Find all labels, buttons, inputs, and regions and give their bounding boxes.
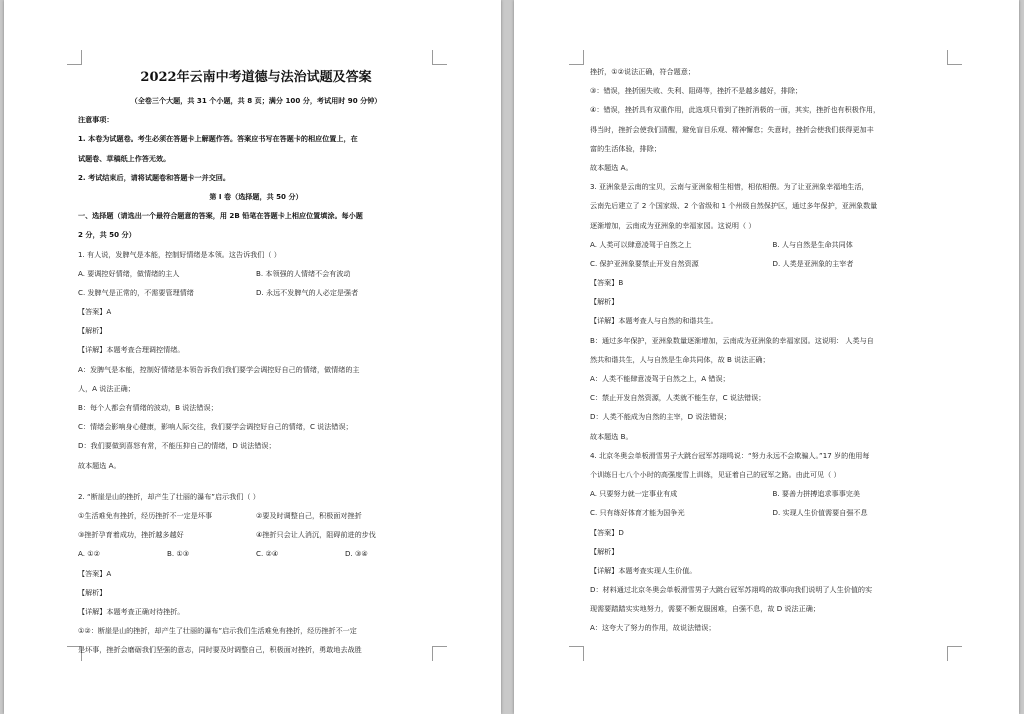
answer-label: 【答案】A [78,307,112,317]
explanation-line: ④：错误，挫折具有双重作用，此选项只看到了挫折消极的一面，其实，挫折也有积极作用， [590,105,881,115]
explanation-line: C：情绪会影响身心健康，影响人际交往，我们要学会调控好自己的情绪，C 说法错误； [78,422,353,432]
explanation-line: ①②：断崖是山的挫折，却产生了壮丽的瀑布”启示我们生活难免有挫折，经历挫折不一定 [78,626,357,636]
choice-c: C. ②④ [256,549,279,559]
option-c: C. 只有练好体育才能为国争光 [590,508,685,518]
explanation-line: 是坏事，挫折会磨砺我们坚强的意志，同时要及时调整自己，积极面对挫折，勇敢地去战胜 [78,645,362,655]
statement-1: ①生活难免有挫折，经历挫折不一定是坏事 [78,510,213,520]
option-d: D. 人类是亚洲象的主宰者 [772,258,854,268]
question-4-stem-cont: 个训练日七八个小时的高强度雪上训练，见证着自己的冠军之路。由此可见（ ） [590,469,841,479]
statement-4: ④挫折只会让人消沉，阻碍前进的步伐 [256,530,376,540]
option-a: A. 只要努力就一定事业有成 [590,489,678,499]
question-4-stem: 4. 北京冬奥会单板滑雪男子大跳台冠军苏翊鸣说：“努力永远不会欺骗人。”17 岁的他用每 [590,450,870,460]
question-2-statements [78,525,434,544]
explanation-line: 现需要踏踏实实地努力，需要不断克服困难，自强不息，故 D 说法正确； [590,604,820,614]
section-title: 第 I 卷（选择题，共 50 分） [209,191,303,201]
detail-explanation: 【详解】本题考查正确对待挫折。 [78,606,185,616]
explanation-line: 挫折，①②说法正确，符合题意； [590,67,695,76]
option-d: D. 实现人生价值需要自强不息 [772,508,868,518]
document-title: 2022年云南中考道德与法治试题及答案 [140,70,372,85]
explanation-line: D：我们要做到喜怒有常，不能压抑自己的情绪，D 说法错误； [78,441,276,451]
document-page-left [4,0,501,714]
analysis-label: 【解析】 [78,587,107,597]
page-content [78,65,434,659]
margin-corner-mark [432,646,447,661]
margin-corner-mark [432,50,447,65]
detail-explanation: 【详解】本题考查合理调控情绪。 [78,345,185,355]
option-b: B. 要善力拼搏追求事事完美 [772,489,860,499]
explanation-line: ③：错误，挫折困失败、失利、阻碍等，挫折不是越多越好，排除； [590,86,803,96]
question-3-stem-cont: 云南先后建立了 2 个国家级、2 个省级和 1 个州级自然保护区，通过多年保护，亚洲象数量 [590,201,878,211]
explanation-line: B：通过多年保护，亚洲象数量逐渐增加，云南成为亚洲象的幸福家园。这说明： 人类与自 [590,335,874,345]
explanation-line: 然共和谐共生，人与自然是生命共同体，故 B 说法正确； [590,354,770,364]
option-b: B. 人与自然是生命共同体 [772,239,853,249]
document-page-right [514,0,1019,714]
choice-a: A. ①② [78,549,100,559]
answer-label: 【答案】A [78,568,112,578]
part-instructions: 一、选择题（请选出一个最符合题意的答案，用 2B 铅笔在答题卡上相应位置填涂。每小题 [78,211,363,221]
analysis-label: 【解析】 [590,546,619,556]
notice-item-2: 2. 考试结束后，请将试题卷和答题卡一并交回。 [78,172,230,182]
question-1-stem: 1. 有人说，发脾气是本能，控制好情绪是本领。这告诉我们（ ） [78,249,281,259]
explanation-line: A：人类不能肆意凌驾于自然之上，A 错误； [590,374,730,383]
explanation-line: 得当时，挫折会使我们清醒，避免盲目乐观、精神懈怠；失意时，挫折会使我们获得更加丰 [590,124,874,134]
option-a: A. 要调控好情绪，做情绪的主人 [78,268,180,278]
explanation-line: B：每个人都会有情绪的波动，B 说法错误； [78,403,218,412]
question-3-options [590,254,955,273]
conclusion: 故本题选 A。 [78,460,121,470]
notice-item-1: 1. 本卷为试题卷。考生必须在答题卡上解题作答。答案应书写在答题卡的相应位置上，在 [78,134,358,144]
notice-heading: 注意事项： [78,115,114,125]
answer-label: 【答案】B [590,278,624,288]
explanation-line: D：材料通过北京冬奥会单板滑雪男子大跳台冠军苏翊鸣的故事向我们说明了人生价值的实 [590,585,873,595]
explanation-line: D：人类不能成为自然的主宰，D 说法错误； [590,412,731,422]
margin-corner-mark [569,646,584,661]
question-2-stem: 2. “断崖是山的挫折，却产生了壮丽的瀑布”启示我们（ ） [78,491,260,501]
answer-label: 【答案】D [590,527,624,537]
question-3-options [590,235,955,254]
question-3-stem: 3. 亚洲象是云南的宝贝，云南与亚洲象相生相惜，相依相偎。为了让亚洲象幸福地生活， [590,182,869,192]
question-3-stem-cont: 逐渐增加，云南成为亚洲象的幸福家园。这说明（ ） [590,220,756,230]
margin-corner-mark [67,50,82,65]
explanation-line: A：发脾气是本能，控制好情绪是本领告诉我们我们要学会调控好自己的情绪，做情绪的主 [78,364,360,374]
detail-explanation: 【详解】本题考查实现人生价值。 [590,565,697,575]
statement-3: ③挫折孕育着成功，挫折越多越好 [78,530,184,540]
explanation-line: A：这夸大了努力的作用，故说法错误； [590,623,716,633]
option-d: D. 永远不发脾气的人必定是强者 [256,287,359,297]
margin-corner-mark [569,50,584,65]
conclusion: 故本题选 B。 [590,431,633,441]
question-1-options [78,283,434,302]
option-a: A. 人类可以肆意凌驾于自然之上 [590,239,692,249]
analysis-label: 【解析】 [78,326,107,336]
page-content [590,62,955,638]
option-b: B. 本领强的人情绪不会有波动 [256,268,351,278]
margin-corner-mark [947,646,962,661]
question-2-choices [78,544,434,563]
question-4-options [590,484,955,503]
explanation-line: C：禁止开发自然资源，人类就不能生存，C 说法错误； [590,393,766,403]
question-1-options [78,264,434,283]
part-instructions-cont: 2 分，共 50 分） [78,230,136,240]
statement-2: ②要及时调整自己，积极面对挫折 [256,510,362,520]
choice-d: D. ③④ [345,549,368,559]
spacer [78,475,434,487]
explanation-line: 富的生活体验，排除； [590,143,661,153]
question-4-options [590,503,955,522]
detail-explanation: 【详解】本题考查人与自然的和谐共生。 [590,316,718,326]
choice-b: B. ①③ [167,549,190,559]
notice-item-1-cont: 试题卷、草稿纸上作答无效。 [78,153,171,163]
question-2-statements [78,506,434,525]
option-c: C. 发脾气是正常的，不需要管理情绪 [78,287,194,297]
analysis-label: 【解析】 [590,297,619,307]
exam-info: （全卷三个大题，共 31 个小题，共 8 页；满分 100 分，考试用时 90 分钟） [130,96,382,105]
option-c: C. 保护亚洲象要禁止开发自然资源 [590,258,699,268]
explanation-line: 人，A 说法正确； [78,383,135,393]
conclusion: 故本题选 A。 [590,162,633,172]
